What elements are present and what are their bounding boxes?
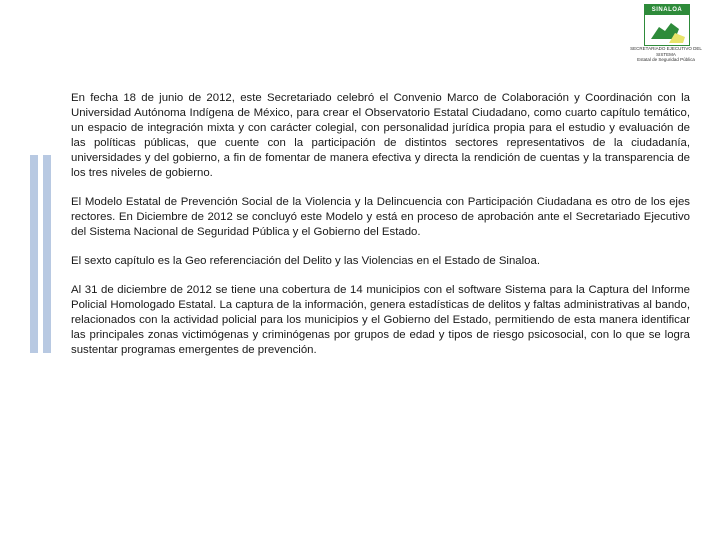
paragraph-sexto-capitulo: El sexto capítulo es la Geo referenciación del Delito y las Violencias en el Estado de Sinaloa. xyxy=(71,255,540,267)
logo-banner-text: SINALOA xyxy=(645,5,689,15)
logo-caption xyxy=(630,46,702,63)
left-accent-bar-inner xyxy=(43,155,51,353)
logo-caption-line2: Estatal de Seguridad Pública xyxy=(637,57,695,62)
sinaloa-logo xyxy=(630,2,702,60)
left-accent-bar-outer xyxy=(30,155,38,353)
document-body xyxy=(71,91,690,372)
logo-emblem xyxy=(644,4,690,46)
paragraph-modelo-estatal: El Modelo Estatal de Prevención Social de la Violencia y la Delincuencia con Participación Ciudadana es otro de los ejes rectores. En Diciembre de 2012 se concluyó este Modelo y está en proceso de aprobación ante el Secretariado Ejecutivo del Sistema Nacional de Seguridad Pública y el Gobierno del Estado. xyxy=(71,196,690,238)
map-icon xyxy=(645,15,689,45)
paragraph-cobertura: Al 31 de diciembre de 2012 se tiene una cobertura de 14 municipios con el software Sistema para la Captura del Informe Policial Homologado Estatal. La captura de la información, genera estadísticas de delitos y faltas administrativas al bando, relacionados con la actividad policial para los municipios y el Gobierno del Estado, permitiendo de esta manera identificar las principales zonas victimógenas y criminógenas por grupos de edad y tipos de riesgo psicosocial, con lo que se logra sustentar programas emergentes de prevención. xyxy=(71,284,690,356)
logo-caption-line1: SECRETARIADO EJECUTIVO DEL SISTEMA xyxy=(630,46,702,57)
paragraph-convenio: En fecha 18 de junio de 2012, este Secretariado celebró el Convenio Marco de Colaboración y Coordinación con la Universidad Autónoma Indígena de México, para crear el Observatorio Estatal Ciudadano, como cuarto capítulo temático, un espacio de integración mixta y con carácter colegial, con personalidad jurídica propia para el estudio y evaluación de las políticas públicas, que cuente con la participación de distintos sectores representativos de la ciudadanía, universidades y del gobierno, a fin de fomentar de manera efectiva y directa la rendición de cuentas y la transparencia de los tres niveles de gobierno. xyxy=(71,92,690,179)
